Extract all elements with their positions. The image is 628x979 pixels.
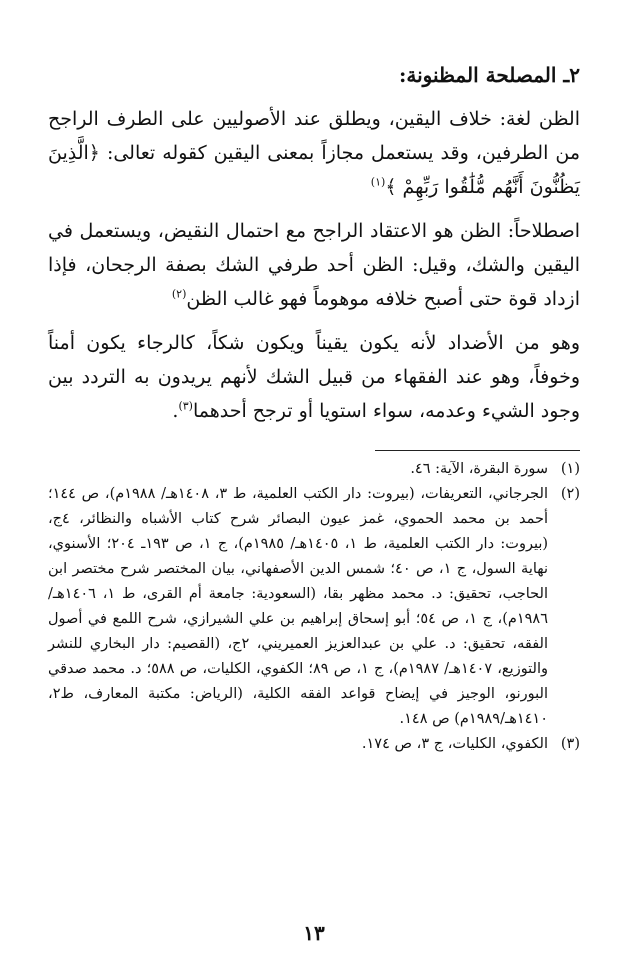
paragraph-linguistic-definition <box>48 102 580 204</box>
footnote-number: (١) <box>560 461 580 477</box>
footnotes-list <box>48 457 580 757</box>
footnote-ref-2: (٢) <box>171 287 187 301</box>
footnote-3 <box>48 732 580 757</box>
footnote-text: سورة البقرة، الآية: ٤٦. <box>410 461 548 477</box>
footnote-number: (٢) <box>560 486 580 502</box>
paragraph-text: الظن لغة: خلاف اليقين، ويطلق عند الأصوليين على الطرف الراجح من الطرفين، وقد يستعمل مجازاً بمعنى اليقين كقوله تعالى: ﴿الَّذِينَ يَظُنُّونَ أَنَّهُم مُّلَٰقُوا رَبِّهِمْ ﴾ <box>48 108 580 198</box>
paragraph-opposites <box>48 326 580 428</box>
section-heading: ٢ـ المصلحة المظنونة: <box>398 63 580 87</box>
footnote-divider <box>375 450 580 451</box>
footnote-number: (٣) <box>560 736 580 752</box>
paragraph-technical-definition <box>48 214 580 316</box>
page-body <box>48 50 580 757</box>
footnote-text: الجرجاني، التعريفات، (بيروت: دار الكتب العلمية، ط ٣، ١٤٠٨هـ/ ١٩٨٨م)، ص ١٤٤؛ أحمد بن محمد الحموي، غمز عيون البصائر شرح كتاب الأشباه والنظائر، ٤ج، (بيروت: دار الكتب العلمية، ط ١، ١٤٠٥هـ/ ١٩٨٥م)، ج ١، ص ١٩٣ـ ٢٠٤؛ الأسنوي، نهاية السول، ج ١، ص ٤٠؛ شمس الدين الأصفهاني، بيان المختصر شرح مختصر ابن الحاجب، تحقيق: د. محمد مظهر بقا، (السعودية: جامعة أم القرى، ط ١، ١٤٠٦هـ/ ١٩٨٦م)، ج ١، ص ٥٤؛ أبو إسحاق إبراهيم بن علي الشيرازي، شرح اللمع في أصول الفقه، تحقيق: د. علي بن عبدالعزيز العميريني، ٢ج، (القصيم: دار البخاري للنشر والتوزيع، ١٤٠٧هـ/ ١٩٨٧م)، ج ١، ص ٨٩؛ الكفوي، الكليات، ص ٥٨٨؛ د. محمد صدقي البورنو، الوجيز في إيضاح قواعد الفقه الكلية، (الرياض: مكتبة المعارف، ط٢، ١٤١٠هـ/١٩٨٩م) ص ١٤٨. <box>48 486 549 727</box>
page-number: ١٣ <box>303 921 325 945</box>
paragraph-end-punct: . <box>172 400 179 422</box>
paragraph-text: اصطلاحاً: الظن هو الاعتقاد الراجح مع احتمال النقيض، ويستعمل في اليقين والشك، وقيل: الظن أحد طرفي الشك بصفة الرجحان، فإذا ازداد قوة حتى أصبح خلافه موهوماً فهو غالب الظن <box>48 220 580 310</box>
paragraph-text: وهو من الأضداد لأنه يكون يقيناً ويكون شكاً، كالرجاء يكون أمناً وخوفاً، وهو عند الفقهاء من قبيل الشك لأنهم يريدون به التردد بين وجود الشيء وعدمه، سواء استويا أو ترجح أحدهما <box>48 332 580 422</box>
footnote-2 <box>48 482 580 732</box>
footnote-ref-1: (١) <box>370 175 386 189</box>
footnote-text: الكفوي، الكليات، ج ٣، ص ١٧٤. <box>361 736 548 752</box>
footnote-ref-3: (٣) <box>178 399 193 413</box>
footnote-1 <box>48 457 580 482</box>
